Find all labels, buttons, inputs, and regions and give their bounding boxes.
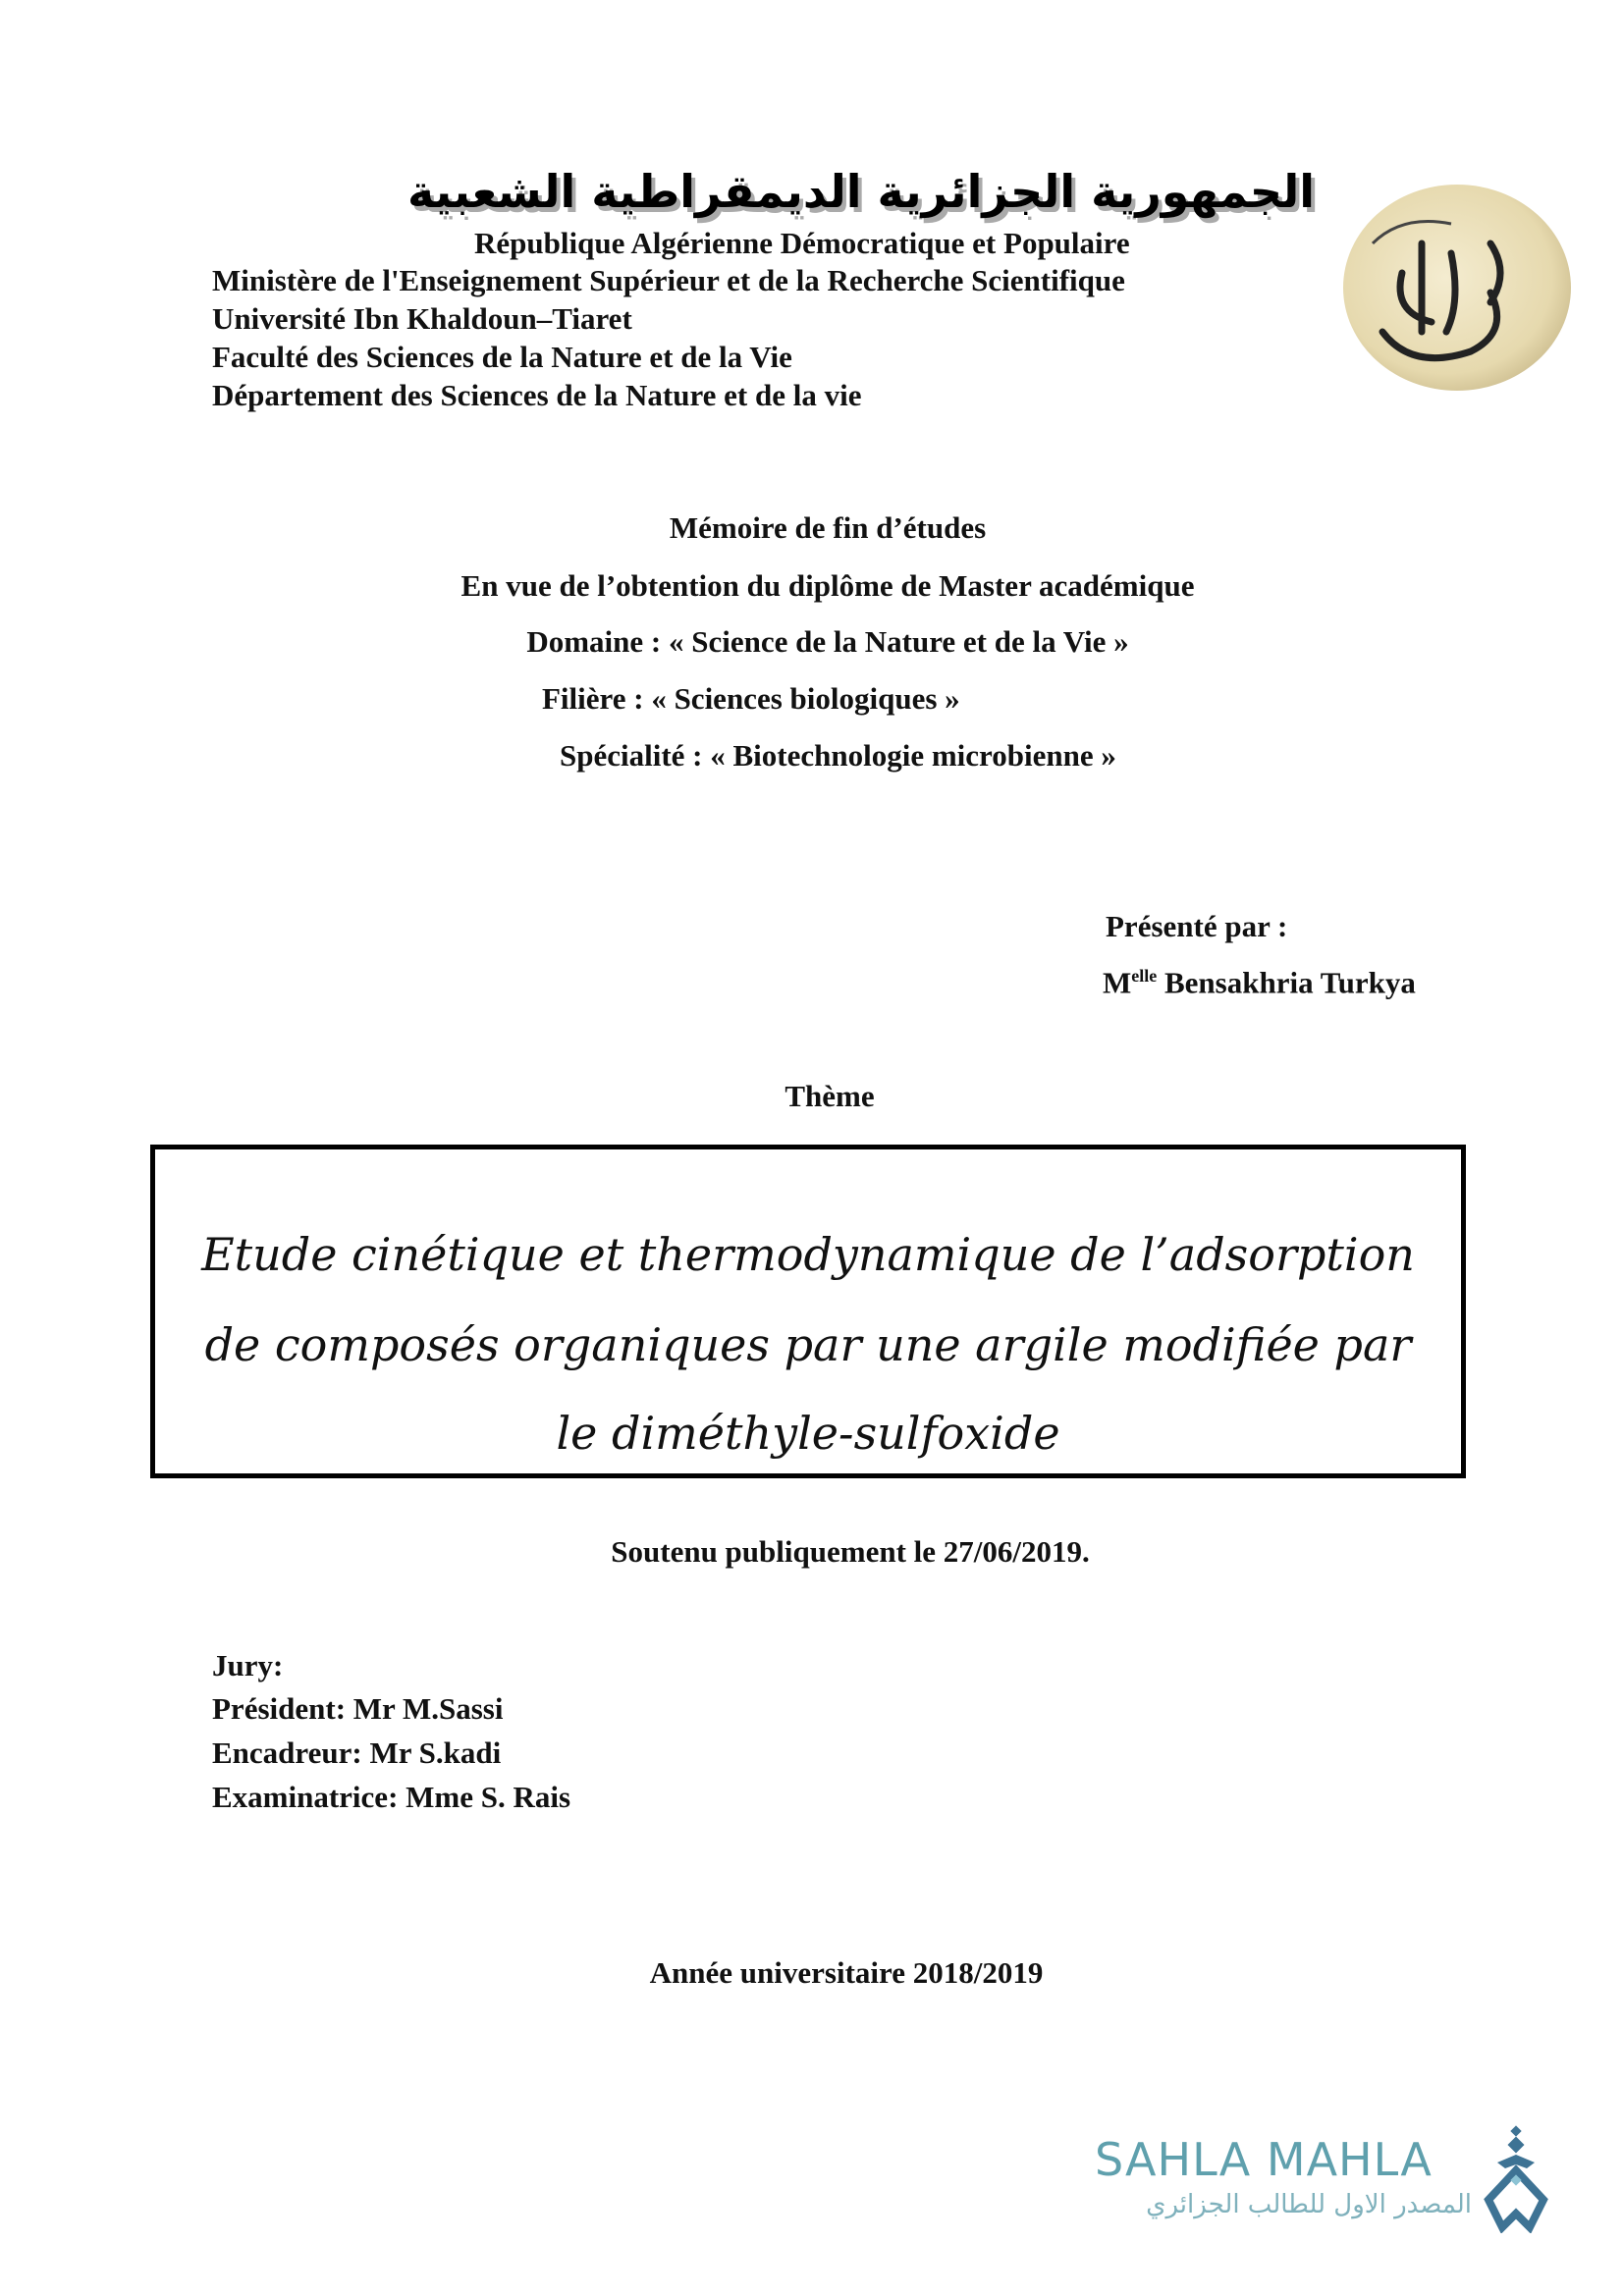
watermark-name: SAHLA MAHLA [1095, 2133, 1433, 2186]
republic-line: République Algérienne Démocratique et Populaire [474, 226, 1130, 260]
memoire-type: Mémoire de fin d’études [669, 510, 987, 545]
jury-label: Jury: [212, 1648, 284, 1682]
jury-encadreur: Encadreur: Mr S.kadi [212, 1735, 502, 1770]
theme-title-line: de composés organiques par une argile modifiée par [204, 1318, 1412, 1371]
memoire-purpose: En vue de l’obtention du diplôme de Master académique [460, 568, 1195, 603]
university-line: Université Ibn Khaldoun–Tiaret [212, 301, 632, 336]
memoire-specialite: Spécialité : « Biotechnologie microbienne » [560, 738, 1116, 773]
theme-label: Thème [784, 1079, 875, 1113]
department-line: Département des Sciences de la Nature et de la vie [212, 378, 862, 412]
defense-date: Soutenu publiquement le 27/06/2019. [611, 1534, 1090, 1569]
arabic-header: الجمهورية الجزائرية الديمقراطية الشعبية [407, 165, 1316, 218]
jury-examinatrice: Examinatrice: Mme S. Rais [212, 1780, 571, 1814]
watermark-subtitle: المصدر الاول للطالب الجزائري [1146, 2190, 1472, 2219]
memoire-filiere: Filière : « Sciences biologiques » [542, 681, 960, 716]
presenter-label: Présenté par : [1106, 909, 1288, 943]
ministry-line: Ministère de l'Enseignement Supérieur et de la Recherche Scientifique [212, 263, 1125, 297]
theme-title-line: Etude cinétique et thermodynamique de l’adsorption [201, 1228, 1415, 1281]
academic-year: Année universitaire 2018/2019 [649, 1955, 1044, 1990]
university-seal-logo [1343, 185, 1571, 391]
theme-title-box [150, 1145, 1466, 1478]
memoire-domaine: Domaine : « Science de la Nature et de la Vie » [526, 624, 1129, 659]
sahla-mahla-watermark-logo [1095, 2125, 1546, 2238]
theme-title-line: le diméthyle-sulfoxide [556, 1407, 1060, 1460]
jury-president: Président: Mr M.Sassi [212, 1691, 504, 1726]
sahla-mahla-emblem-icon [1483, 2125, 1551, 2233]
presenter-name: $M^{elle}$ Bensakhria Turkya [1103, 965, 1416, 1000]
faculty-line: Faculté des Sciences de la Nature et de la Vie [212, 340, 792, 374]
